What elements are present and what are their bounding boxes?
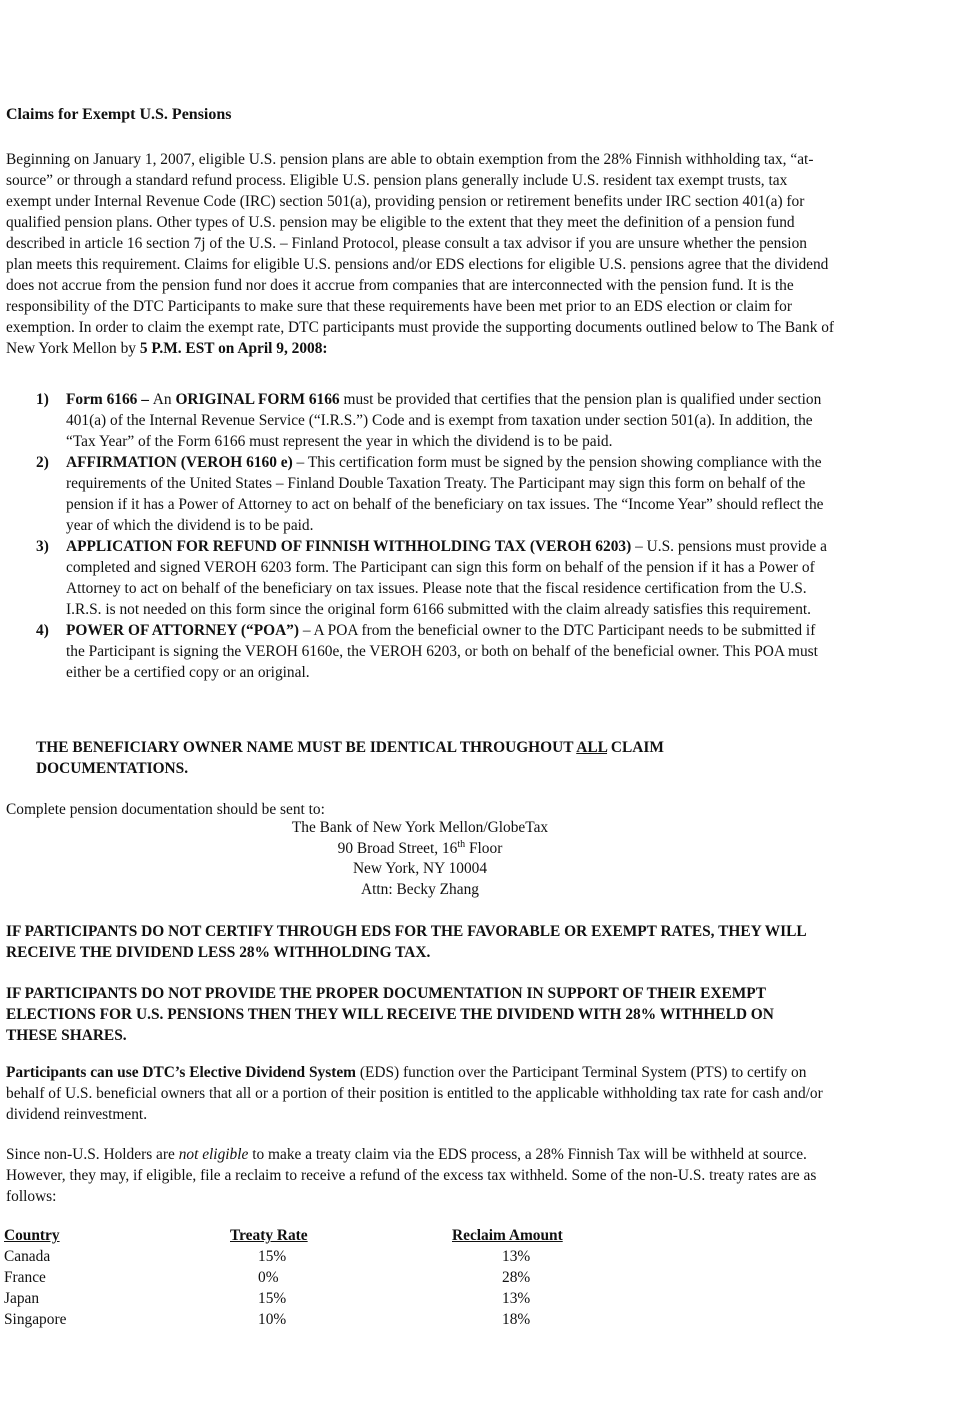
- non-us-text: Since non-U.S. Holders are: [6, 1146, 179, 1163]
- cell-reclaim-amount: 13%: [502, 1248, 531, 1265]
- cell-country: France: [4, 1269, 46, 1286]
- requirements-list: [6, 389, 836, 683]
- requirement-item: [6, 536, 836, 620]
- identical-name-warning: [36, 737, 816, 779]
- cell-reclaim-amount: 18%: [502, 1311, 531, 1328]
- requirement-lead3: ORIGINAL FORM 6166: [175, 391, 340, 408]
- table-row: [4, 1309, 602, 1330]
- column-header-reclaim-amount: Reclaim Amount: [452, 1227, 563, 1244]
- requirement-item: [6, 389, 836, 452]
- address-line: Attn: Becky Zhang: [361, 880, 479, 898]
- cell-reclaim-amount: 13%: [502, 1290, 531, 1307]
- non-us-paragraph: [6, 1144, 836, 1207]
- table-row: [4, 1246, 602, 1267]
- requirement-lead: APPLICATION FOR REFUND OF FINNISH WITHHOLDING TAX (VEROH 6203): [66, 538, 632, 555]
- requirement-number: 4): [36, 622, 49, 639]
- non-us-text-end: to make a treaty claim via the EDS process, a 28% Finnish Tax will be withheld at source. However, they may, if eligible, file a reclaim to receive a refund of the excess tax withheld. Some of the non-U.S. treaty rates are as follows:: [6, 1146, 817, 1205]
- requirement-lead: Form 6166 –: [66, 391, 153, 408]
- requirement-text: – U.S. pensions must provide a completed and signed VEROH 6203 form. The Participant can sign this form on behalf of the pension if it has a Power of Attorney to act on behalf of the beneficiary on tax issues. Please note that the fiscal residence certification from the U.S. I.R.S. is not needed on this form since the original form 6166 submitted with the claim already satisfies this requirement.: [66, 538, 828, 618]
- table-row: [4, 1288, 602, 1309]
- page-title: Claims for Exempt U.S. Pensions: [6, 106, 232, 123]
- intro-text: Beginning on January 1, 2007, eligible U.S. pension plans are able to obtain exemption from the 28% Finnish withholding tax, “at-source” or through a standard refund process. Eligible U.S. pension plans generally include U.S. resident tax exempt trusts, tax exempt under Internal Revenue Code (IRC) section 501(a), providing pension or retirement benefits under IRC section 401(a) for qualified pension plans. Other types of U.S. pension may be eligible to the extent that they meet the definition of a pension fund described in article 16 section 7j of the U.S. – Finland Protocol, please consult a tax advisor if you are unsure whether the pension plan meets this requirement. Claims for eligible U.S. pensions and/or EDS elections for eligible U.S. pensions agree that the dividend does not accrue from the pension fund nor does it accrue from companies that are interconnected with the pension fund. It is the responsibility of the DTC Participants to make sure that these requirements have been met prior to an EDS election or claim for exemption. In order to claim the exempt rate, DTC participants must provide the supporting documents outlined below to The Bank of New York Mellon by: [6, 151, 835, 357]
- mailing-address: [0, 818, 840, 900]
- eds-bold-text: Participants can use DTC’s Elective Dividend System: [6, 1064, 356, 1081]
- deadline-text: 5 P.M. EST on April 9, 2008:: [139, 340, 328, 357]
- column-header-country: Country: [4, 1227, 60, 1244]
- requirement-item: [6, 452, 836, 536]
- cell-reclaim-amount: 28%: [502, 1269, 531, 1286]
- requirement-text: – This certification form must be signed by the pension showing compliance with the requirements of the United States – Finland Double Taxation Treaty. The Participant may sign this form on behalf of the pension if it has a Power of Attorney to act on behalf of the beneficiary on tax issues. The “Income Year” should reflect the year of which the dividend is to be paid.: [66, 454, 824, 534]
- requirement-lead: POWER OF ATTORNEY (“POA”): [66, 622, 299, 639]
- cell-treaty-rate: 0%: [258, 1269, 279, 1286]
- requirement-text: – A POA from the beneficial owner to the DTC Participant needs to be submitted if the Participant is signing the VEROH 6160e, the VEROH 6203, or both on behalf of the beneficial owner. This POA must either be a certified copy or an original.: [66, 622, 818, 681]
- warning-text: THE BENEFICIARY OWNER NAME MUST BE IDENTICAL THROUGHOUT: [36, 739, 577, 756]
- requirement-lead: AFFIRMATION (VEROH 6160 e): [66, 454, 293, 471]
- eds-text: (EDS) function over the Participant Terminal System (PTS) to certify on behalf of U.S. beneficial owners that all or a portion of their position is entitled to the applicable withholding tax rate for cash and/or dividend reinvestment.: [6, 1064, 823, 1123]
- address-line: [0, 839, 840, 860]
- warning-text-end: CLAIM DOCUMENTATIONS.: [36, 739, 664, 777]
- cell-country: Singapore: [4, 1311, 67, 1328]
- non-us-italic: not eligible: [178, 1146, 249, 1163]
- address-ordinal: th: [457, 838, 466, 850]
- requirement-number: 1): [36, 391, 49, 408]
- column-header-treaty-rate: Treaty Rate: [230, 1227, 308, 1244]
- treaty-rates-table: [4, 1225, 602, 1330]
- cell-country: Canada: [4, 1248, 51, 1265]
- requirement-text: must be provided that certifies that the pension plan is qualified under section 401(a) of the Internal Revenue Service (“I.R.S.”) Code and is exempt from taxation under section 501(a). In addition, the “Tax Year” of the Form 6166 must represent the year in which the dividend is to be paid.: [66, 391, 822, 450]
- cell-treaty-rate: 15%: [258, 1248, 287, 1265]
- table-row: [4, 1267, 602, 1288]
- requirement-number: 3): [36, 538, 49, 555]
- documentation-warning: IF PARTICIPANTS DO NOT PROVIDE THE PROPER DOCUMENTATION IN SUPPORT OF THEIR EXEMPT ELECTIONS FOR U.S. PENSIONS THEN THEY WILL RECEIVE THE DIVIDEND WITH 28% WITHHELD ON THESE SHARES.: [6, 985, 774, 1044]
- cell-treaty-rate: 10%: [258, 1311, 287, 1328]
- requirement-lead2: An: [152, 391, 176, 408]
- cell-treaty-rate: 15%: [258, 1290, 287, 1307]
- address-street: 90 Broad Street, 16: [337, 839, 458, 857]
- intro-paragraph: [6, 149, 836, 359]
- eds-paragraph: [6, 1062, 836, 1125]
- eds-certify-warning: IF PARTICIPANTS DO NOT CERTIFY THROUGH EDS FOR THE FAVORABLE OR EXEMPT RATES, THEY WILL RECEIVE THE DIVIDEND LESS 28% WITHHOLDING TAX.: [6, 923, 806, 961]
- address-line: New York, NY 10004: [352, 860, 488, 877]
- warning-underlined: ALL: [576, 739, 608, 756]
- address-floor: Floor: [465, 839, 503, 857]
- send-to-label: Complete pension documentation should be sent to:: [6, 801, 325, 818]
- address-line: The Bank of New York Mellon/GlobeTax: [291, 819, 549, 836]
- requirement-item: [6, 620, 836, 683]
- table-header-row: [4, 1225, 602, 1246]
- cell-country: Japan: [4, 1290, 40, 1307]
- requirement-number: 2): [36, 454, 49, 471]
